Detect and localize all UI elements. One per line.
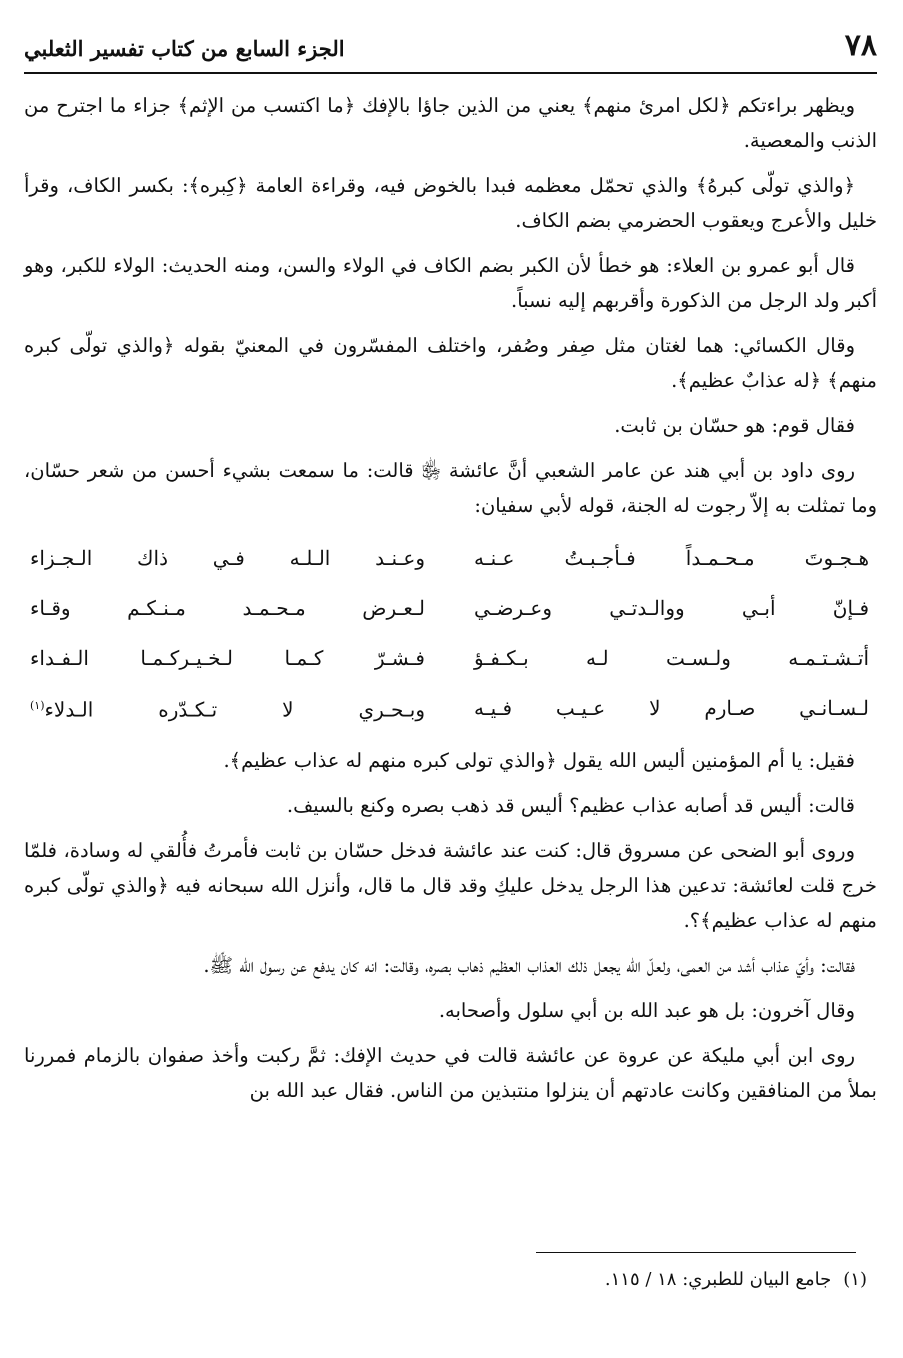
verse-line bbox=[24, 533, 877, 583]
footnote-marker[interactable]: (١) bbox=[30, 699, 45, 713]
verse-first-hemistich: أتـشـتـمـه ولـسـت لـه بـكـفـؤ bbox=[474, 645, 869, 670]
paragraph: وقال آخرون: بل هو عبد الله بن أبي سلول وأصحابه. bbox=[438, 999, 855, 1022]
paragraph: روى داود بن أبي هند عن عامر الشعبي أنَّ عائشة ﵂ قالت: ما سمعت بشيء أحسن من شعر حسّان، وما تمثلت به إلاّ رجوت له الجنة، قوله لأبي سفيان: bbox=[24, 459, 877, 517]
verse-line bbox=[24, 633, 877, 683]
paragraph: قالت: أليس قد أصابه عذاب عظيم؟ أليس قد ذهب بصره وكنع بالسيف. bbox=[286, 794, 855, 817]
verse-second-text: وعـنـد الـلـه فـي ذاك الـجـزاء bbox=[30, 545, 425, 570]
verse-line bbox=[24, 683, 877, 733]
paragraph: فقيل: يا أم المؤمنين أليس الله يقول ﴿والذي تولى كبره منهم له عذاب عظيم﴾. bbox=[223, 749, 855, 772]
verse-first-hemistich: فـإنّ أبـي ووالـدتـي وعـرضـي bbox=[474, 595, 869, 620]
verse-second-hemistich bbox=[24, 541, 425, 576]
footnote-divider bbox=[536, 1252, 856, 1253]
verse-line bbox=[24, 583, 877, 633]
paragraph: روى ابن أبي مليكة عن عروة عن عائشة قالت في حديث الإفك: ثمَّ ركبت وأخذ صفوان بالزمام فمررنا بملأ من المنافقين وكانت عادتهم أن ينزلوا منتبذين من الناس. فقال عبد الله بن bbox=[24, 1044, 877, 1102]
page-number: ٧٨ bbox=[844, 28, 877, 63]
paragraph: ويظهر براءتكم ﴿لكل امرئ منهم﴾ يعني من الذين جاؤا بالإفك ﴿ما اكتسب من الإثم﴾ جزاء ما اجترح من الذنب والمعصية. bbox=[24, 94, 877, 152]
paragraph: وقال الكسائي: هما لغتان مثل صِفر وصُفر، واختلف المفسّرون في المعنيّ بقوله ﴿والذي تولّى كبره منهم﴾ ﴿له عذابٌ عظيم﴾. bbox=[24, 334, 877, 392]
verse-first-hemistich: لـسـانـي صـارم لا عـيـب فـيـه bbox=[474, 695, 869, 720]
footnote-number: (١) bbox=[843, 1269, 867, 1290]
verse-first-hemistich: هـجـوتَ مـحـمـداً فـأجـبـتُ عـنـه bbox=[474, 545, 869, 570]
paragraph: وروى أبو الضحى عن مسروق قال: كنت عند عائشة فدخل حسّان بن ثابت فأمرتُ فأُلقي له وسادة، فلمّا خرج قلت لعائشة: تدعين هذا الرجل يدخل عليكِ وقد قال ما قال، وأنزل الله سبحانه فيه ﴿والذي تولّى كبره منهم له عذاب عظيم﴾؟. bbox=[24, 839, 877, 932]
verse-second-hemistich bbox=[24, 591, 425, 626]
main-text bbox=[24, 88, 877, 1118]
verse-second-hemistich bbox=[24, 688, 425, 728]
running-title: الجزء السابع من كتاب تفسير الثعلبي bbox=[24, 36, 345, 61]
footnote bbox=[60, 1266, 867, 1294]
footnote-text: جامع البيان للطبري: ١٨ / ١١٥. bbox=[604, 1269, 832, 1290]
poem bbox=[24, 533, 877, 733]
verse-second-text: وبـحـري لا تـكـدّره الـدلاء bbox=[44, 697, 425, 722]
verse-second-text: فـشـرّ كـمـا لـخـيـركـمـا الـفـداء bbox=[30, 645, 425, 670]
paragraph: ﴿والذي تولّى كبرهُ﴾ والذي تحمّل معظمه فبدا بالخوض فيه، وقراءة العامة ﴿كِبره﴾: بكسر الكاف، وقرأ خليل والأعرج ويعقوب الحضرمي بضم الكاف. bbox=[24, 174, 877, 232]
page-header bbox=[24, 26, 877, 74]
verse-second-text: لـعـرض مـحـمـد مـنـكـم وقـاء bbox=[30, 595, 425, 620]
verse-second-hemistich bbox=[24, 641, 425, 676]
paragraph: قال أبو عمرو بن العلاء: هو خطأ لأن الكبر بضم الكاف في الولاء والسن، ومنه الحديث: الولاء للكبر، وهو أكبر ولد الرجل من الذكورة وأقربهم إليه نسباً. bbox=[24, 254, 877, 312]
paragraph: فقالت: وأيّ عذاب أشد من العمى، ولعلّ الله يجعل ذلك العذاب العظيم ذهاب بصره، وقالت: انه كان يدفع عن رسول الله ﷺ. bbox=[203, 954, 855, 977]
paragraph: فقال قوم: هو حسّان بن ثابت. bbox=[614, 414, 855, 437]
